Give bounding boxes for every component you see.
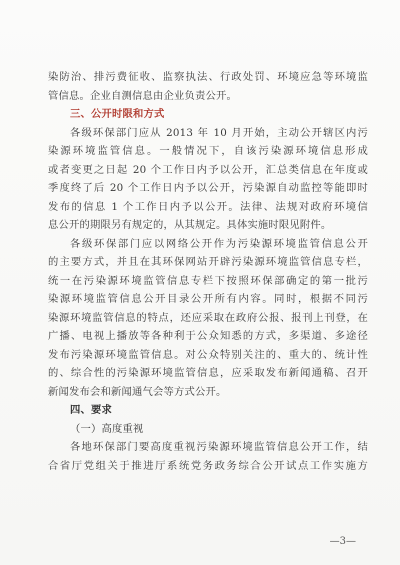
text-line: 或者变更之日起 20 个工作日内予以公开，汇总类信息在年度或 — [48, 163, 368, 176]
text-line: 季度终了后 20 个工作日内予以公开，污染源自动监控等能即时 — [48, 182, 368, 194]
text-line: 管信息。企业自测信息由企业负责公开。 — [48, 89, 237, 102]
section-heading-requirements: 四、要求 — [70, 404, 112, 416]
text-line: 的、综合性的污染源环境监管信息，应采取发布新闻通稿、召开 — [48, 367, 368, 379]
text-line: 各级环保部门应从 2013 年 10 月开始，主动公开辖区内污 — [70, 126, 368, 139]
text-line: 各级环保部门应以网络公开作为污染源环境监管信息公开 — [70, 237, 368, 250]
text-line: 新闻发布会和新闻通气会等方式公开。 — [48, 385, 227, 398]
subsection-heading: （一）高度重视 — [70, 422, 144, 435]
document-body — [48, 68, 368, 475]
page-number: —3— — [329, 536, 356, 547]
text-line: 的主要方式，并且在其环保网站开辟污染源环境监管信息专栏， — [48, 256, 368, 268]
text-line: 统一在污染源环境监管信息专栏下按照环保部确定的第一批污 — [48, 274, 368, 287]
text-line: 染源环境监管信息。一般情况下，自该污染源环境信息形成 — [48, 145, 368, 157]
section-heading-timing: 三、公开时限和方式 — [70, 108, 165, 120]
text-line: 息公开的期限另有规定的，从其规定。具体实施时限见附件。 — [48, 219, 332, 231]
text-line: 染防治、排污费征收、监察执法、行政处罚、环境应急等环境监 — [48, 71, 368, 83]
text-line: 发布的信息 1 个工作日内予以公开。法律、法规对政府环境信 — [48, 200, 368, 213]
text-line: 合省厅党组关于推进厅系统党务政务综合公开试点工作实施方 — [48, 459, 368, 472]
text-line: 染源环境监管信息的特点，还应采取在政府公报、报刊上刊登，在 — [48, 311, 368, 324]
text-line: 染源环境监管信息公开目录公开所有内容。同时，根据不同污 — [48, 293, 368, 305]
text-line: 各地环保部门要高度重视污染源环境监管信息公开工作，结 — [70, 441, 368, 453]
text-line: 广播、电视上播放等各种利于公众知悉的方式，多渠道、多途径 — [48, 330, 368, 342]
text-line: 发布污染源环境监管信息。对公众特别关注的、重大的、统计性 — [48, 348, 368, 361]
